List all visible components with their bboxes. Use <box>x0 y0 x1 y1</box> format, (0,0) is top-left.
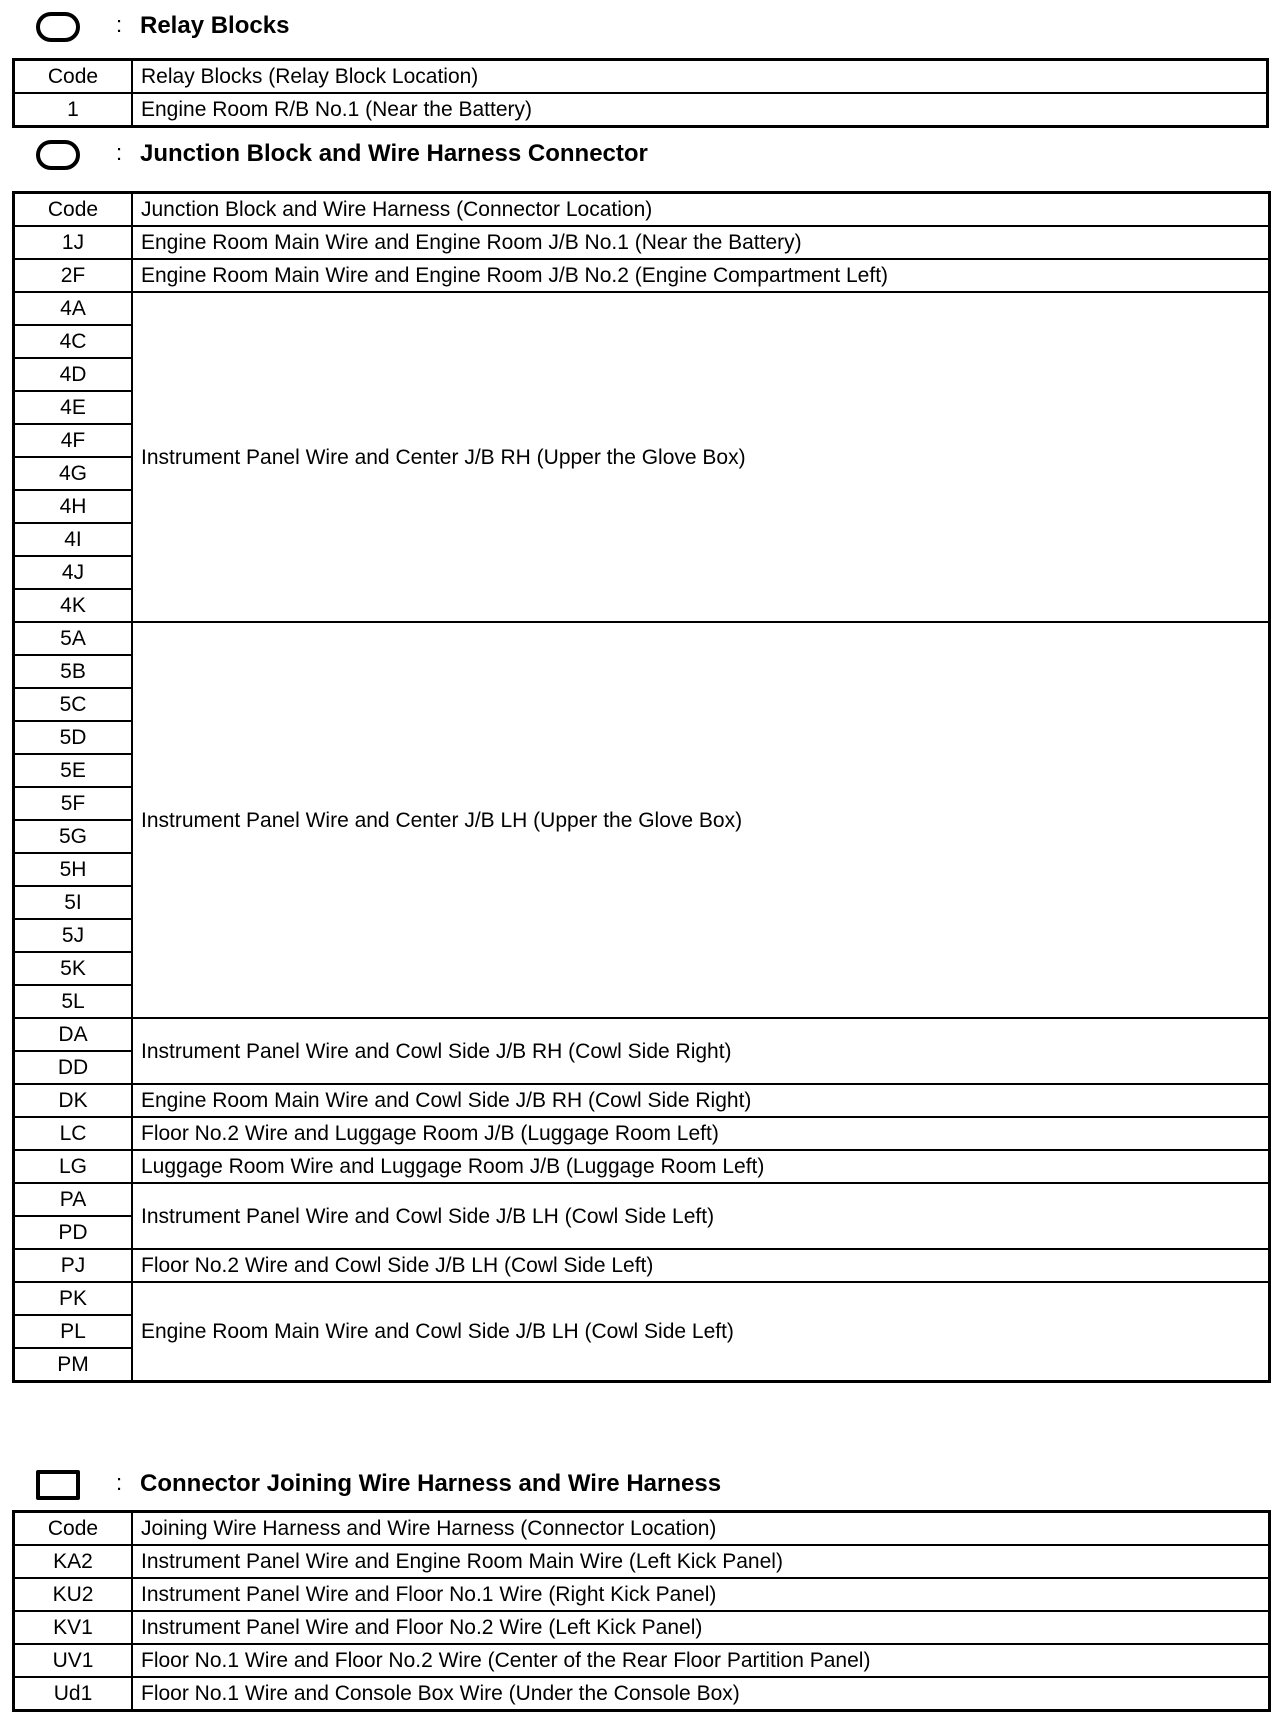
code-cell: PM <box>14 1348 133 1382</box>
code-cell: 4D <box>14 358 133 391</box>
code-cell: PA <box>14 1183 133 1216</box>
junction-block-symbol-icon <box>36 140 80 170</box>
code-cell: 4F <box>14 424 133 457</box>
location-cell: Instrument Panel Wire and Center J/B LH (Upper the Glove Box) <box>132 622 1270 1018</box>
table-header-row <box>14 193 1270 227</box>
relay-section-colon: : <box>116 12 123 37</box>
table-row <box>14 1578 1270 1611</box>
joining-section-colon: : <box>116 1470 123 1495</box>
table-row <box>14 226 1270 259</box>
location-cell: Engine Room R/B No.1 (Near the Battery) <box>132 93 1268 127</box>
code-cell: 4J <box>14 556 133 589</box>
code-cell: KU2 <box>14 1578 133 1611</box>
code-cell: LG <box>14 1150 133 1183</box>
table-row <box>14 1249 1270 1282</box>
joining-section-title: Connector Joining Wire Harness and Wire Harness <box>140 1470 722 1497</box>
location-cell: Instrument Panel Wire and Engine Room Main Wire (Left Kick Panel) <box>132 1545 1270 1578</box>
code-cell: 5C <box>14 688 133 721</box>
code-cell: KA2 <box>14 1545 133 1578</box>
table-row <box>14 622 1270 655</box>
code-cell: KV1 <box>14 1611 133 1644</box>
code-cell: PL <box>14 1315 133 1348</box>
code-cell: 5L <box>14 985 133 1018</box>
location-column-header: Relay Blocks (Relay Block Location) <box>132 60 1268 94</box>
joining-section-header <box>36 1465 722 1505</box>
code-column-header: Code <box>14 60 133 94</box>
code-cell: 4A <box>14 292 133 325</box>
code-cell: DA <box>14 1018 133 1051</box>
location-cell: Floor No.1 Wire and Floor No.2 Wire (Center of the Rear Floor Partition Panel) <box>132 1644 1270 1677</box>
code-cell: 5E <box>14 754 133 787</box>
table-row <box>14 1282 1270 1315</box>
code-cell: DK <box>14 1084 133 1117</box>
location-cell: Instrument Panel Wire and Cowl Side J/B RH (Cowl Side Right) <box>132 1018 1270 1084</box>
joining-table <box>12 1510 1271 1712</box>
code-cell: 1J <box>14 226 133 259</box>
code-cell: 4K <box>14 589 133 622</box>
code-cell: 5I <box>14 886 133 919</box>
relay-section-title: Relay Blocks <box>140 12 290 39</box>
code-cell: 5F <box>14 787 133 820</box>
relay-section-header <box>36 7 290 47</box>
code-cell: 5B <box>14 655 133 688</box>
code-cell: PD <box>14 1216 133 1249</box>
relay-block-symbol-icon <box>36 12 80 42</box>
relay-table <box>12 58 1269 128</box>
joining-connector-symbol-icon <box>36 1470 80 1500</box>
table-header-row <box>14 60 1268 94</box>
table-header-row <box>14 1512 1270 1546</box>
code-cell: 5J <box>14 919 133 952</box>
location-cell: Engine Room Main Wire and Engine Room J/B No.1 (Near the Battery) <box>132 226 1270 259</box>
table-row <box>14 1677 1270 1711</box>
code-cell: 5A <box>14 622 133 655</box>
table-row <box>14 1084 1270 1117</box>
table-row <box>14 1117 1270 1150</box>
table-row <box>14 1644 1270 1677</box>
location-cell: Engine Room Main Wire and Cowl Side J/B LH (Cowl Side Left) <box>132 1282 1270 1382</box>
table-row <box>14 1150 1270 1183</box>
junction-section-colon: : <box>116 140 123 165</box>
code-cell: 2F <box>14 259 133 292</box>
code-cell: 5K <box>14 952 133 985</box>
code-cell: LC <box>14 1117 133 1150</box>
code-cell: UV1 <box>14 1644 133 1677</box>
table-row <box>14 1183 1270 1216</box>
table-row <box>14 1611 1270 1644</box>
code-cell: PJ <box>14 1249 133 1282</box>
location-cell: Instrument Panel Wire and Cowl Side J/B LH (Cowl Side Left) <box>132 1183 1270 1249</box>
code-column-header: Code <box>14 1512 133 1546</box>
code-cell: 4C <box>14 325 133 358</box>
table-row <box>14 292 1270 325</box>
location-cell: Engine Room Main Wire and Cowl Side J/B RH (Cowl Side Right) <box>132 1084 1270 1117</box>
code-cell: DD <box>14 1051 133 1084</box>
junction-section-title: Junction Block and Wire Harness Connector <box>140 140 648 167</box>
code-cell: Ud1 <box>14 1677 133 1711</box>
location-cell: Floor No.1 Wire and Console Box Wire (Under the Console Box) <box>132 1677 1270 1711</box>
location-cell: Engine Room Main Wire and Engine Room J/B No.2 (Engine Compartment Left) <box>132 259 1270 292</box>
location-cell: Instrument Panel Wire and Floor No.1 Wire (Right Kick Panel) <box>132 1578 1270 1611</box>
location-cell: Floor No.2 Wire and Cowl Side J/B LH (Cowl Side Left) <box>132 1249 1270 1282</box>
code-cell: 4I <box>14 523 133 556</box>
code-column-header: Code <box>14 193 133 227</box>
code-cell: 4H <box>14 490 133 523</box>
code-cell: PK <box>14 1282 133 1315</box>
table-row <box>14 1018 1270 1051</box>
junction-section-header <box>36 135 648 175</box>
code-cell: 4E <box>14 391 133 424</box>
location-cell: Instrument Panel Wire and Center J/B RH (Upper the Glove Box) <box>132 292 1270 622</box>
location-column-header: Junction Block and Wire Harness (Connector Location) <box>132 193 1270 227</box>
code-cell: 4G <box>14 457 133 490</box>
location-cell: Floor No.2 Wire and Luggage Room J/B (Luggage Room Left) <box>132 1117 1270 1150</box>
location-cell: Instrument Panel Wire and Floor No.2 Wire (Left Kick Panel) <box>132 1611 1270 1644</box>
code-cell: 5G <box>14 820 133 853</box>
table-row <box>14 259 1270 292</box>
location-cell: Luggage Room Wire and Luggage Room J/B (Luggage Room Left) <box>132 1150 1270 1183</box>
table-row <box>14 93 1268 127</box>
code-cell: 1 <box>14 93 133 127</box>
code-cell: 5H <box>14 853 133 886</box>
junction-table <box>12 191 1271 1383</box>
table-row <box>14 1545 1270 1578</box>
location-column-header: Joining Wire Harness and Wire Harness (Connector Location) <box>132 1512 1270 1546</box>
code-cell: 5D <box>14 721 133 754</box>
